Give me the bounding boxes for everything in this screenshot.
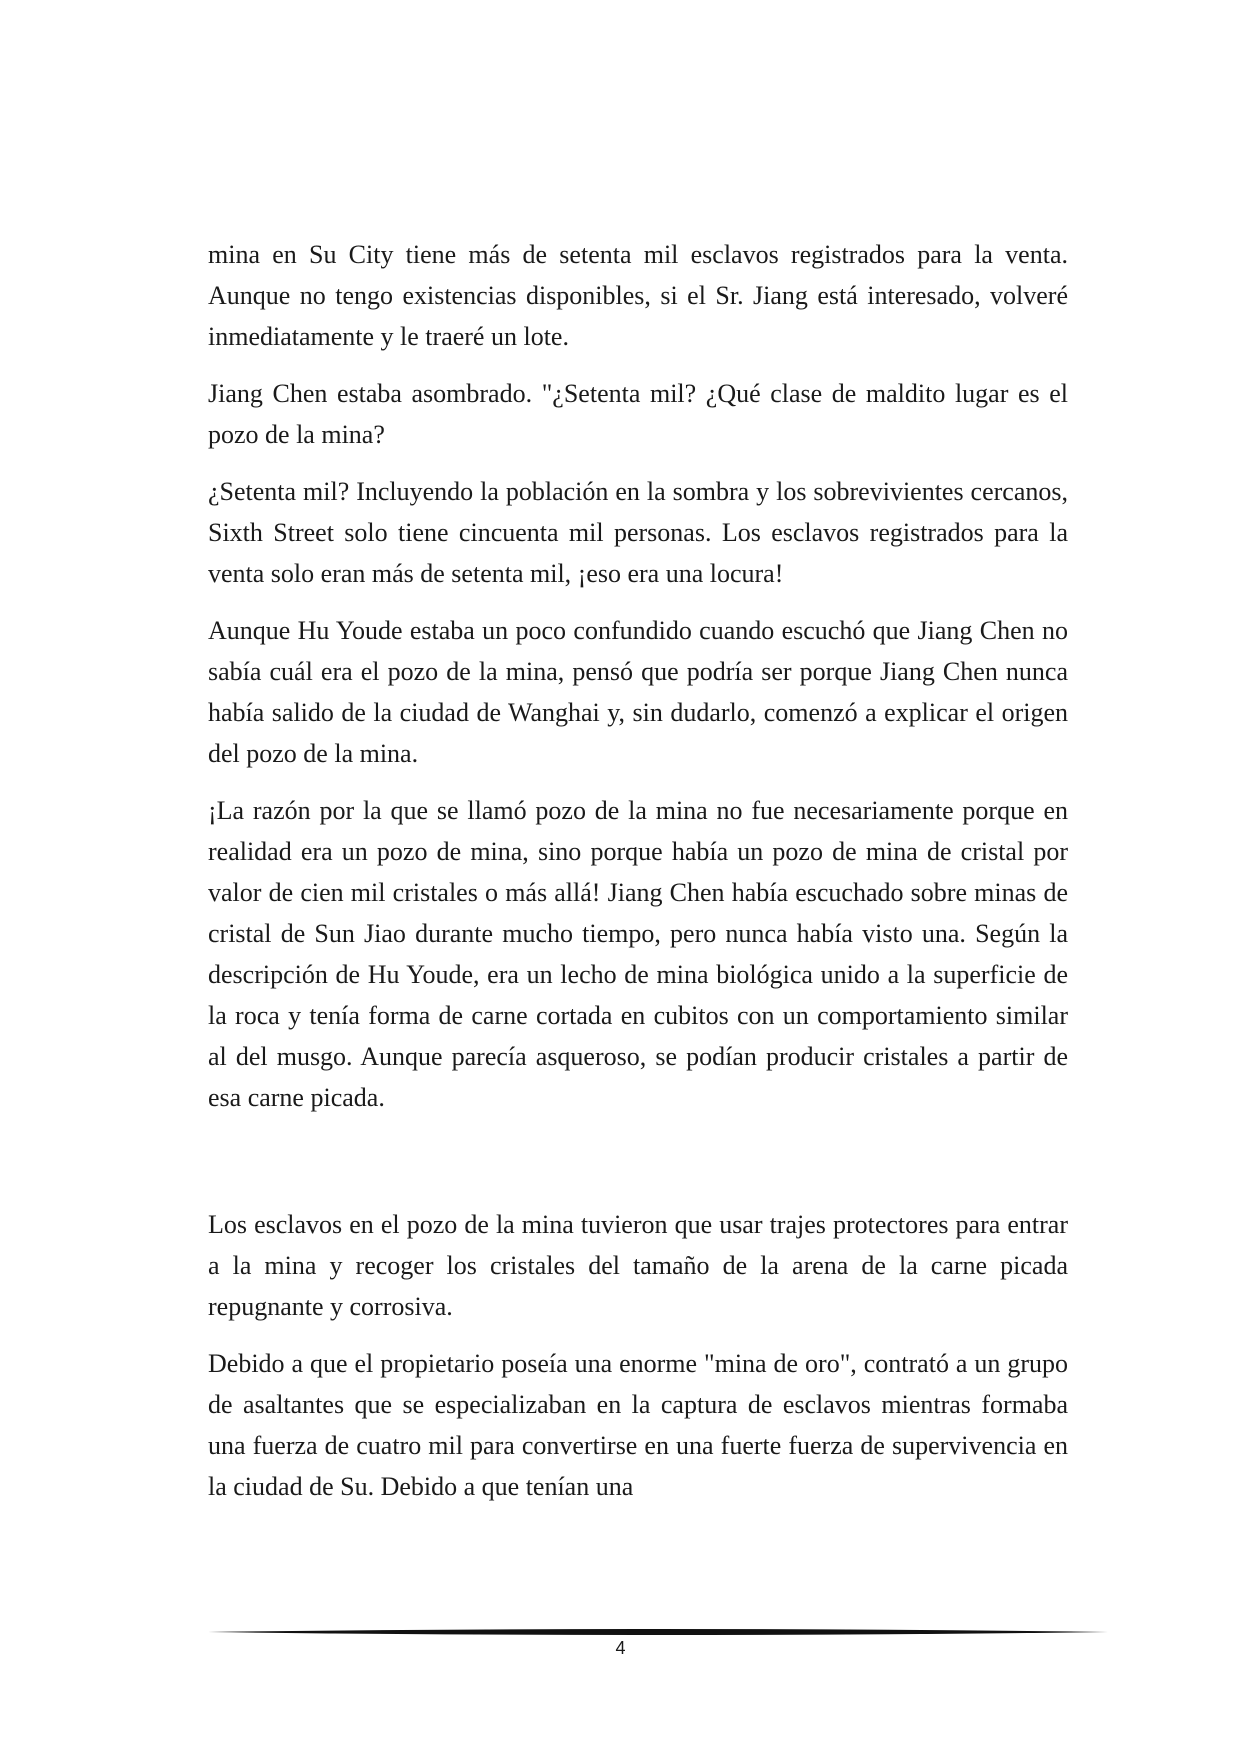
paragraph: Los esclavos en el pozo de la mina tuvieron que usar trajes protectores para entrar a la mina y recoger los cristales del tamaño de la arena de la carne picada repugnante y corrosiva. (208, 1210, 1068, 1321)
footer-rule (208, 1628, 1108, 1636)
paragraph: ¿Setenta mil? Incluyendo la población en la sombra y los sobrevivientes cercanos, Sixth Street solo tiene cincuenta mil personas. Los esclavos registrados para la venta solo eran más de setenta mil, ¡eso era una locura! (208, 477, 1068, 588)
paragraph: mina en Su City tiene más de setenta mil esclavos registrados para la venta. Aunque no tengo existencias disponibles, si el Sr. Jiang está interesado, volveré inmediatamente y le traeré un lote. (208, 240, 1068, 351)
paragraph: ¡La razón por la que se llamó pozo de la mina no fue necesariamente porque en realidad era un pozo de mina, sino porque había un pozo de mina de cristal por valor de cien mil cristales o más allá! Jiang Chen había escuchado sobre minas de cristal de Sun Jiao durante mucho tiempo, pero nunca había visto una. Según la descripción de Hu Youde, era un lecho de mina biológica unido a la superficie de la roca y tenía forma de carne cortada en cubitos con un comportamiento similar al del musgo. Aunque parecía asqueroso, se podían producir cristales a partir de esa carne picada. (208, 796, 1068, 1112)
paragraph: Jiang Chen estaba asombrado. "¿Setenta mil? ¿Qué clase de maldito lugar es el pozo de la mina? (208, 379, 1068, 449)
page-number: 4 (615, 1638, 626, 1658)
section-gap (208, 1134, 1068, 1204)
paragraph: Debido a que el propietario poseía una enorme "mina de oro", contrató a un grupo de asaltantes que se especializaban en la captura de esclavos mientras formaba una fuerza de cuatro mil para convertirse en una fuerte fuerza de supervivencia en la ciudad de Su. Debido a que tenían una (208, 1349, 1068, 1501)
paragraph: Aunque Hu Youde estaba un poco confundido cuando escuchó que Jiang Chen no sabía cuál era el pozo de la mina, pensó que podría ser porque Jiang Chen nunca había salido de la ciudad de Wanghai y, sin dudarlo, comenzó a explicar el origen del pozo de la mina. (208, 616, 1068, 768)
page-body (208, 234, 1068, 1523)
